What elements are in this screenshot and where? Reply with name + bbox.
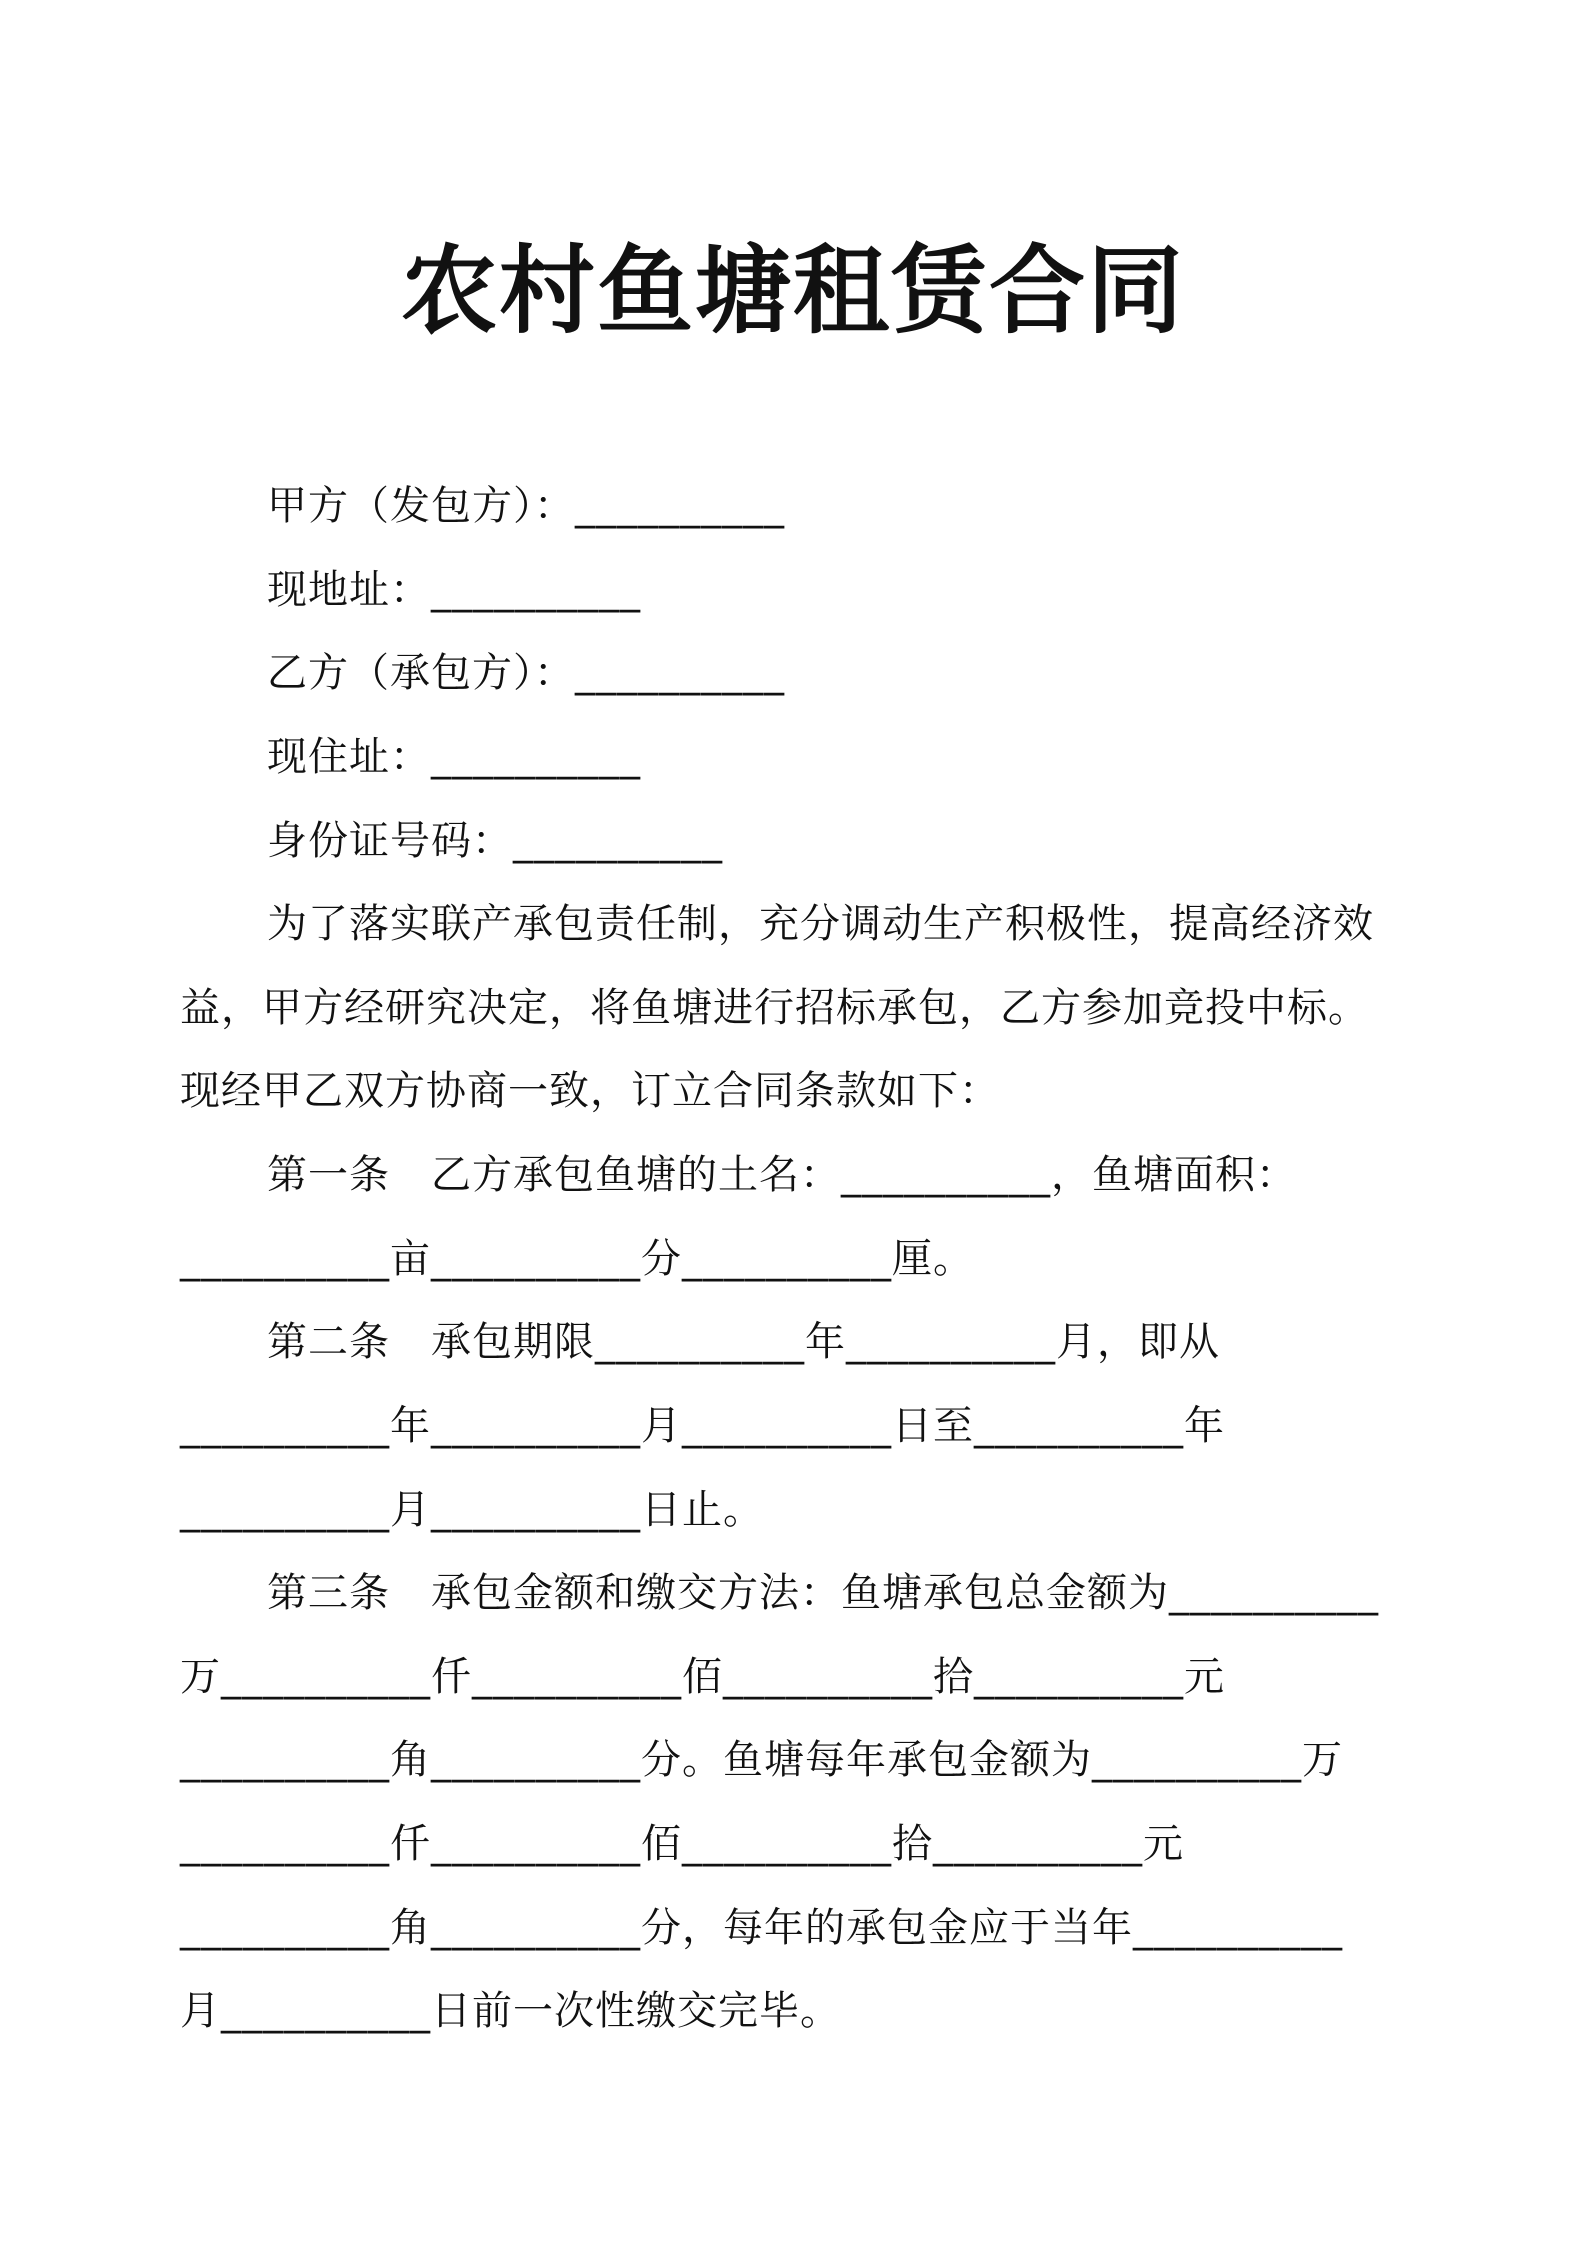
document-title: 农村鱼塘租赁合同 (401, 235, 1185, 347)
article-2-line-1: 第二条 承包期限__________年__________月，即从 (267, 1319, 1220, 1365)
article-3-line-4: __________仟__________佰__________拾__________元 (180, 1821, 1184, 1867)
article-3-line-5: __________角__________分，每年的承包金应于当年__________ (180, 1905, 1343, 1951)
party-a-name-line: 甲方（发包方）：__________ (267, 483, 785, 529)
id-number-line: 身份证号码：__________ (267, 818, 723, 864)
article-3-line-3: __________角__________分。鱼塘每年承包金额为__________万 (180, 1737, 1343, 1783)
party-b-address-line: 现住址：__________ (267, 734, 641, 780)
party-a-address-line: 现地址：__________ (267, 567, 641, 613)
preamble-line-1: 为了落实联产承包责任制，充分调动生产积极性，提高经济效 (267, 901, 1374, 947)
article-1-line-1: 第一条 乙方承包鱼塘的土名：__________，鱼塘面积： (267, 1152, 1297, 1198)
article-3-line-2: 万__________仟__________佰__________拾__________元 (180, 1654, 1225, 1700)
article-2-line-2: __________年__________月__________日至__________年 (180, 1403, 1225, 1449)
preamble-line-2: 益，甲方经研究决定，将鱼塘进行招标承包，乙方参加竞投中标。 (180, 985, 1369, 1031)
article-3-line-6: 月__________日前一次性缴交完毕。 (180, 1988, 841, 2034)
preamble-line-3: 现经甲乙双方协商一致，订立合同条款如下： (180, 1068, 1000, 1114)
article-2-line-3: __________月__________日止。 (180, 1487, 764, 1533)
article-1-line-2: __________亩__________分__________厘。 (180, 1236, 974, 1282)
article-3-line-1: 第三条 承包金额和缴交方法：鱼塘承包总金额为__________ (267, 1570, 1379, 1616)
party-b-name-line: 乙方（承包方）：__________ (267, 650, 785, 696)
